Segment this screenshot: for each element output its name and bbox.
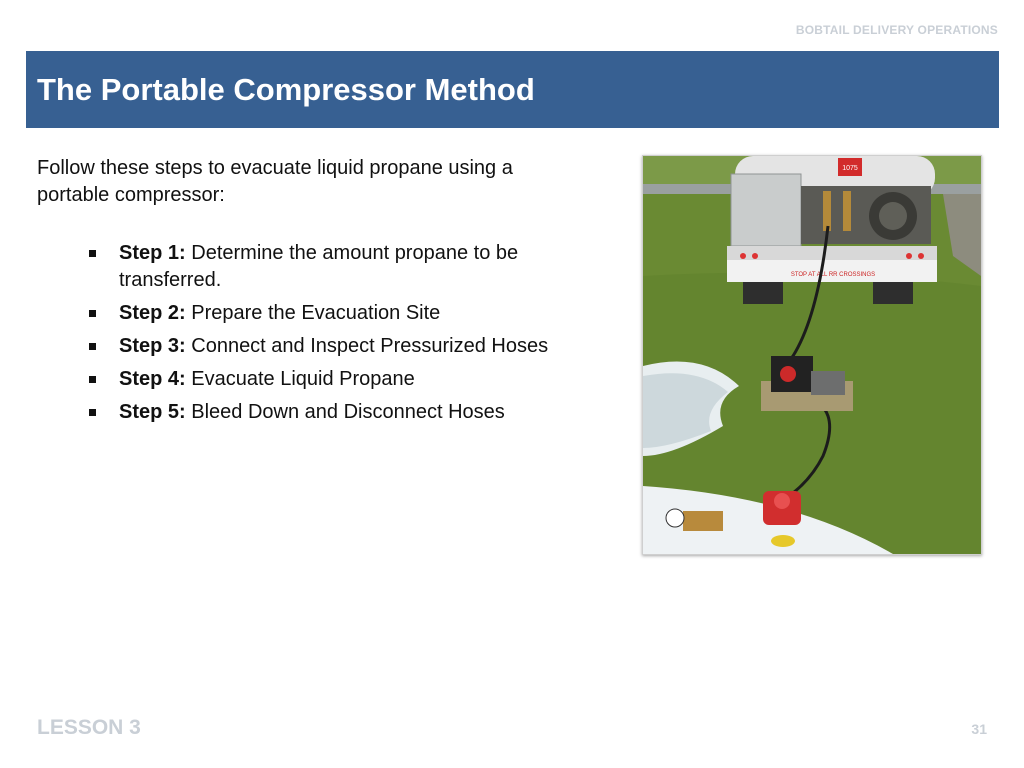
- step-label: Step 1:: [119, 242, 186, 264]
- step-text: Connect and Inspect Pressurized Hoses: [191, 335, 549, 357]
- bullet-icon: [89, 250, 96, 257]
- step-text: Evacuate Liquid Propane: [191, 368, 415, 390]
- step-label: Step 5:: [119, 401, 186, 423]
- step-item: [86, 240, 576, 294]
- bullet-icon: [89, 343, 96, 350]
- slide-title: The Portable Compressor Method: [37, 72, 535, 107]
- step-label: Step 3:: [119, 335, 186, 357]
- truck-placard-text: 1075: [842, 165, 858, 172]
- title-bar: [26, 51, 999, 128]
- header-section-label: BOBTAIL DELIVERY OPERATIONS: [795, 23, 998, 37]
- compressor-photo-illustration: [643, 156, 981, 554]
- step-item: [86, 333, 576, 360]
- steps-list: [86, 240, 576, 432]
- footer-lesson-label: LESSON 3: [37, 716, 141, 739]
- step-text: Bleed Down and Disconnect Hoses: [191, 401, 505, 423]
- footer-page-number: 31: [971, 721, 987, 737]
- bullet-icon: [89, 310, 96, 317]
- bullet-icon: [89, 376, 96, 383]
- step-text: Prepare the Evacuation Site: [191, 302, 441, 324]
- step-item: [86, 366, 576, 393]
- compressor-photo: [642, 155, 982, 555]
- step-label: Step 2:: [119, 302, 186, 324]
- bullet-icon: [89, 409, 96, 416]
- step-item: [86, 399, 576, 426]
- step-label: Step 4:: [119, 368, 186, 390]
- truck-bumper-text: STOP AT ALL RR CROSSINGS: [790, 272, 876, 278]
- intro-text: Follow these steps to evacuate liquid propane using a portable compressor:: [37, 157, 513, 206]
- step-text: Determine the amount propane to be transferred.: [119, 242, 519, 291]
- step-item: [86, 300, 576, 327]
